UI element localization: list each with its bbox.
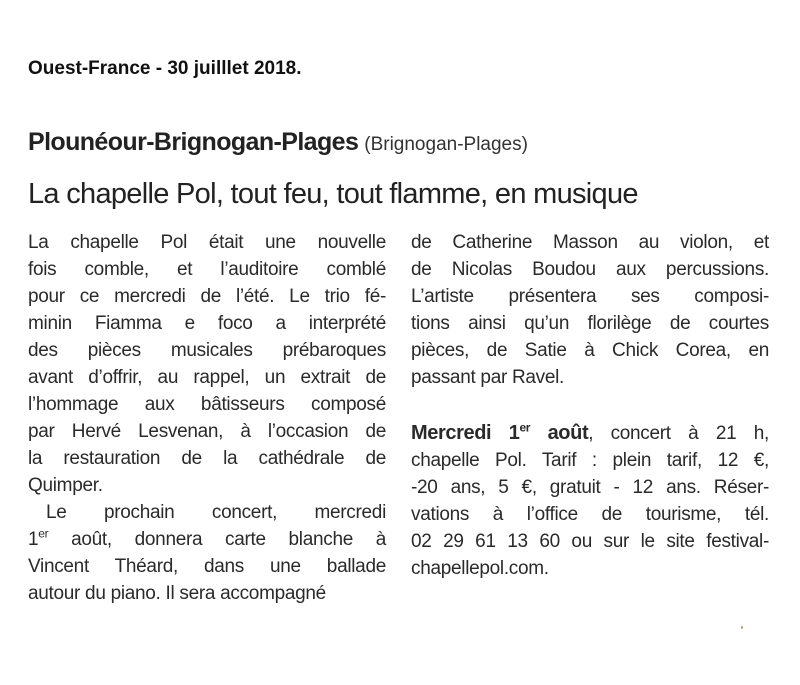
text-line: passant par Ravel. bbox=[411, 367, 565, 388]
text-line: Quimper. bbox=[28, 475, 103, 496]
text-line: Le prochain concert, mercredi bbox=[46, 502, 386, 523]
town-subtitle: (Brignogan-Plages) bbox=[364, 134, 528, 155]
text-line: tions ainsi qu’un florilège de courtes bbox=[411, 313, 769, 334]
text-line: pièces, de Satie à Chick Corea, en bbox=[411, 340, 769, 361]
text-line: des pièces musicales prébaroques bbox=[28, 340, 386, 361]
text-line: par Hervé Lesvenan, à l’occasion de bbox=[28, 421, 386, 442]
town-name: Plounéour-Brignogan-Plages bbox=[28, 128, 359, 156]
text-line: fois comble, et l’auditoire comblé bbox=[28, 259, 386, 280]
info-date: Mercredi 1er août bbox=[411, 420, 589, 444]
text-line: avant d’offrir, au rappel, un extrait de bbox=[28, 367, 386, 388]
ordinal-suffix: er bbox=[38, 526, 49, 541]
text-fragment: août, donnera carte blanche à bbox=[71, 529, 387, 550]
text-line: Vincent Théard, dans une ballade bbox=[28, 556, 386, 577]
info-lead-rest: , concert à 21 h, bbox=[588, 423, 769, 444]
info-line: 02 29 61 13 60 ou sur le site festival- bbox=[411, 531, 769, 552]
locality-header bbox=[28, 126, 528, 162]
text-line: la restauration de la cathédrale de bbox=[28, 448, 386, 469]
text-line: minin Fiamma e foco a interprété bbox=[28, 313, 386, 334]
date-number: 1 bbox=[28, 529, 39, 550]
info-line: chapellepol.com. bbox=[411, 558, 549, 579]
info-line: vations à l’office de tourisme, tél. bbox=[411, 504, 769, 525]
text-line: de Nicolas Boudou aux percussions. bbox=[411, 259, 769, 280]
article-headline: La chapelle Pol, tout feu, tout flamme, en musique bbox=[28, 178, 638, 210]
text-line-with-sup bbox=[28, 526, 386, 553]
info-line: -20 ans, 5 €, gratuit - 12 ans. Réser- bbox=[411, 477, 769, 498]
text-line: de Catherine Masson au violon, et bbox=[411, 232, 769, 253]
info-lead-line bbox=[411, 420, 769, 447]
text-line: autour du piano. Il sera accompagné bbox=[28, 583, 326, 604]
text-line: La chapelle Pol était une nouvelle bbox=[28, 232, 386, 253]
text-line: L’artiste présentera ses composi- bbox=[411, 286, 769, 307]
text-line: pour ce mercredi de l’été. Le trio fé- bbox=[28, 286, 386, 307]
text-line: l’hommage aux bâtisseurs composé bbox=[28, 394, 386, 415]
info-line: chapelle Pol. Tarif : plein tarif, 12 €, bbox=[411, 450, 769, 471]
article-column-left bbox=[28, 229, 386, 607]
article-column-right bbox=[411, 229, 769, 582]
source-line: Ouest-France - 30 juilllet 2018. bbox=[28, 58, 302, 79]
paper-speck bbox=[741, 626, 743, 629]
